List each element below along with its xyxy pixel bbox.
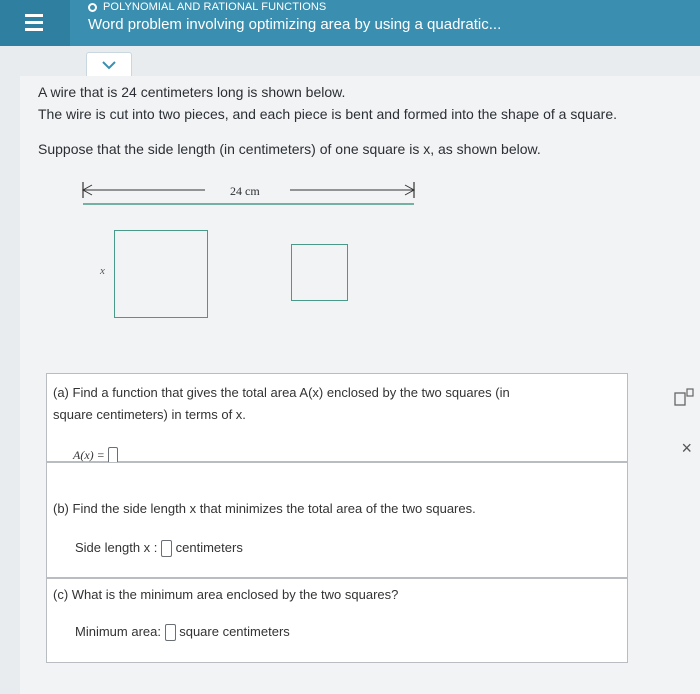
topic-status-icon [88, 3, 97, 12]
topic-row [88, 0, 326, 14]
collapse-button[interactable] [86, 52, 132, 78]
superscript-icon [674, 393, 694, 410]
part-a-question-line-1: (a) Find a function that gives the total area A(x) enclosed by the two squares (in [53, 385, 510, 400]
square-side-label: x [100, 265, 105, 277]
large-square [114, 230, 208, 318]
menu-button[interactable] [0, 0, 70, 46]
part-c-question: (c) What is the minimum area enclosed by the two squares? [53, 587, 399, 602]
menu-icon-bar [25, 28, 43, 31]
small-square [291, 244, 348, 301]
menu-icon [25, 14, 43, 17]
close-icon: × [681, 438, 692, 458]
page-title: Word problem involving optimizing area by using a quadratic... [88, 16, 502, 33]
part-a-answer-label: A(x) = [73, 448, 105, 462]
part-c-unit: square centimeters [179, 624, 290, 639]
topic-label: POLYNOMIAL AND RATIONAL FUNCTIONS [103, 1, 327, 13]
part-a-box [46, 373, 628, 462]
part-c-answer-label: Minimum area: [75, 624, 161, 639]
part-b-question: (b) Find the side length x that minimizes the total area of the two squares. [53, 501, 476, 516]
part-c-answer-input[interactable] [165, 624, 176, 641]
part-b-answer-label: Side length x : [75, 540, 158, 555]
part-b-box [46, 462, 628, 578]
problem-line-1: A wire that is 24 centimeters long is shown below. [38, 84, 346, 100]
exponent-tool-button[interactable] [674, 388, 694, 410]
wire-length-label: 24 cm [230, 184, 260, 198]
top-bar [0, 0, 700, 46]
part-c-answer-row [75, 621, 290, 642]
menu-icon-bar [25, 21, 43, 24]
problem-line-3: Suppose that the side length (in centimeters) of one square is x, as shown below. [38, 141, 541, 157]
part-b-unit: centimeters [175, 540, 243, 555]
problem-line-2: The wire is cut into two pieces, and each piece is bent and formed into the shape of a square. [38, 106, 618, 122]
part-b-answer-input[interactable] [161, 540, 172, 557]
part-c-box [46, 578, 628, 663]
chevron-down-icon [102, 57, 116, 73]
part-a-question-line-2: square centimeters) in terms of x. [53, 407, 246, 422]
part-b-answer-row [75, 537, 243, 558]
clear-button[interactable] [681, 438, 692, 459]
